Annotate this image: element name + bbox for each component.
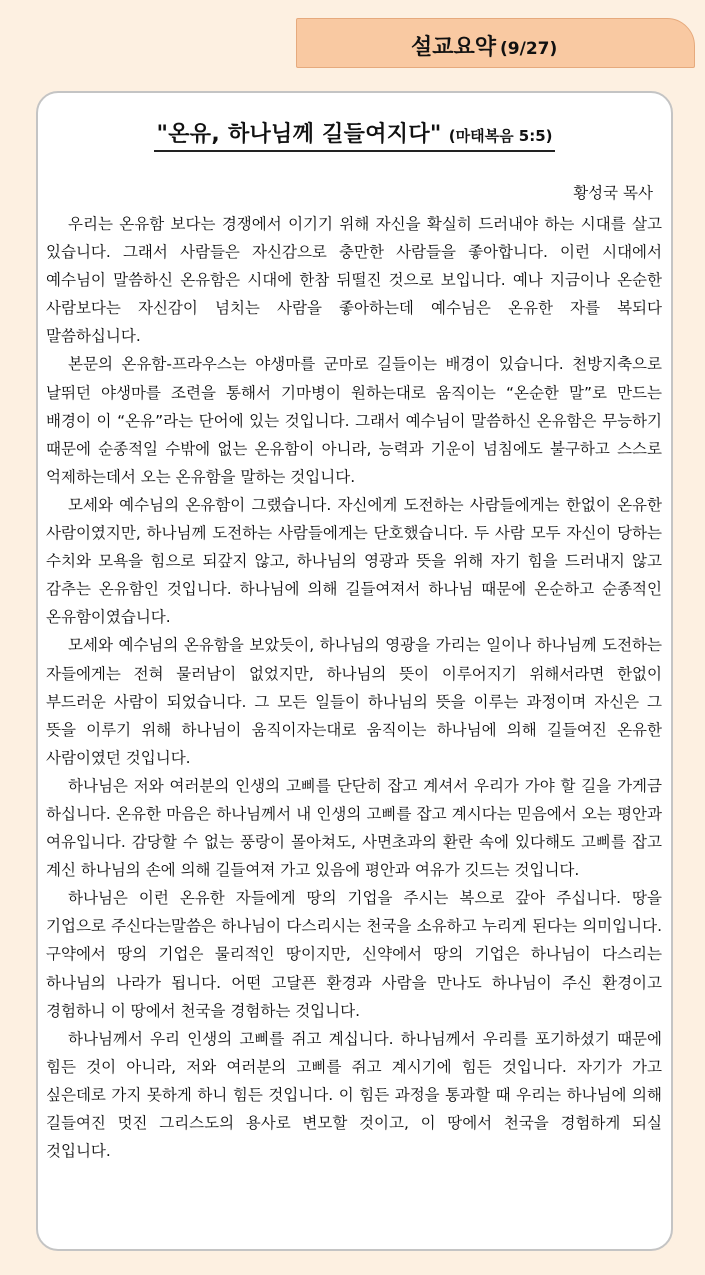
header-title: 설교요약 <box>411 35 497 60</box>
paragraph: 본문의 온유함-프라우스는 야생마를 군마로 길들이는 배경이 있습니다. 천방지축으로 날뛰던 야생마를 조련을 통해서 기마병이 원하는대로 움직이는 “온순한 말”로 만드는 배경이 이 “온유”라는 단어에 있는 것입니다. 그래서 예수님이 말씀하신 온유함은 무능하기 때문에 순종적일 수밖에 없는 온유함이 아니라, 능력과 기운이 넘침에도 불구하고 스스로 억제하는데서 오는 온유함을 말하는 것입니다. <box>46 355 662 486</box>
header-tab <box>296 18 695 68</box>
header-heading <box>411 30 557 61</box>
sermon-title-underlined <box>154 117 554 152</box>
sermon-card <box>36 91 673 1251</box>
paragraph: 우리는 온유함 보다는 경쟁에서 이기기 위해 자신을 확실히 드러내야 하는 시대를 살고 있습니다. 그래서 사람들은 자신감으로 충만한 사람들을 좋아합니다. 이런 시대에서 예수님이 말씀하신 온유함은 시대에 한참 뒤떨진 것으로 보입니다. 예나 지금이나 온순한 사람보다는 자신감이 넘치는 사람을 좋아하는데 예수님은 온유한 자를 복되다 말씀하십니다. <box>46 215 662 346</box>
paragraph: 모세와 예수님의 온유함을 보았듯이, 하나님의 영광을 가리는 일이나 하나님께 도전하는 자들에게는 전혀 물러남이 없었지만, 하나님의 뜻이 이루어지기 위해서라면 한없이 부드러운 사람이 되었습니다. 그 모든 일들이 하나님의 뜻을 이루는 과정이며 자신은 그 뜻을 이루기 위해 하나님이 움직이자는대로 움직이는 하나님에 의해 길들여진 온유한 사람이였던 것입니다. <box>46 636 662 767</box>
scripture-reference: (마태복음 5:5) <box>448 127 553 145</box>
header-date: (9/27) <box>500 39 558 59</box>
paragraph: 하나님께서 우리 인생의 고삐를 쥐고 계십니다. 하나님께서 우리를 포기하셨기 때문에 힘든 것이 아니라, 저와 여러분의 고삐를 쥐고 계시기에 힘든 것입니다. 자기가 가고 싶은데로 가지 못하게 하니 힘든 것입니다. 이 힘든 과정을 통과할 때 우리는 하나님에 의해 길들여진 멋진 그리스도의 용사로 변모할 것이고, 이 땅에서 천국을 경험하게 되실 것입니다. <box>46 1029 662 1161</box>
sermon-title-block <box>38 117 671 152</box>
paragraph: 모세와 예수님의 온유함이 그랬습니다. 자신에게 도전하는 사람들에게는 한없이 온유한 사람이였지만, 하나님께 도전하는 사람들에게는 단호했습니다. 두 사람 모두 자신이 당하는 수치와 모욕을 힘으로 되갚지 않고, 하나님의 영광과 뜻을 위해 자기 힘을 드러내지 않고 감추는 온유함인 것입니다. 하나님에 의해 길들여져서 하나님 때문에 온순하고 순종적인 온유함이였습니다. <box>46 495 662 627</box>
pastor-name: 황성국 목사 <box>573 184 653 202</box>
paragraph: 하나님은 이런 온유한 자들에게 땅의 기업을 주시는 복으로 갚아 주십니다. 땅을 기업으로 주신다는말씀은 하나님이 다스리시는 천국을 소유하고 누리게 된다는 의미입니다. 구약에서 땅의 기업은 물리적인 땅이지만, 신약에서 땅의 기업은 하나님이 다스리는 하나님의 나라가 됩니다. 어떤 고달픈 환경과 사람을 만나도 하나님이 주신 환경이고 경험하니 이 땅에서 천국을 경험하는 것입니다. <box>46 889 662 1020</box>
sermon-title: "온유, 하나님께 길들여지다" <box>156 122 442 147</box>
paragraph: 하나님은 저와 여러분의 인생의 고삐를 단단히 잡고 계셔서 우리가 가야 할 길을 가게금 하십니다. 온유한 마음은 하나님께서 내 인생의 고삐를 잡고 계시다는 믿음에서 오는 평안과 여유입니다. 감당할 수 없는 풍랑이 몰아쳐도, 사면초과의 환란 속에 있다해도 고삐를 잡고 계신 하나님의 손에 의해 길들여져 가고 있음에 평안과 여유가 깃드는 것입니다. <box>46 776 662 880</box>
sermon-body <box>46 210 662 1165</box>
